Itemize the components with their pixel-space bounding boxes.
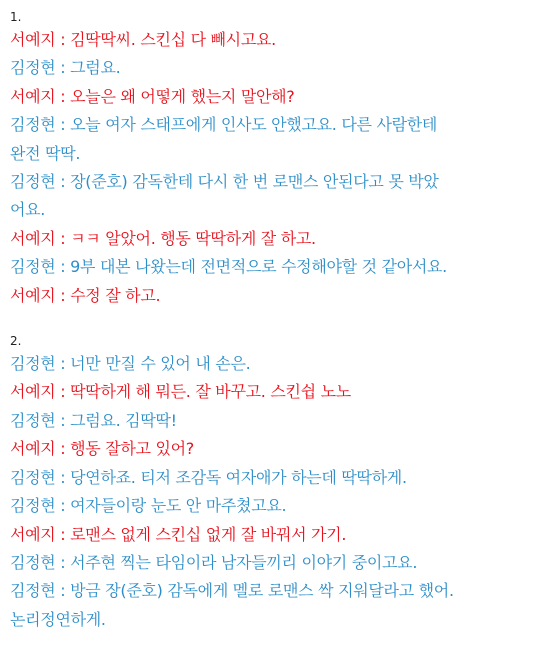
dialogue-line: 김정현 : 장(준호) 감독한테 다시 한 번 로맨스 안된다고 못 박았 — [10, 172, 439, 192]
section-number: 2. — [10, 334, 22, 349]
dialogue-line: 김정현 : 당연하죠. 티저 조감독 여자애가 하는데 딱딱하게. — [10, 467, 407, 487]
dialogue-line: 김정현 : 너만 만질 수 있어 내 손은. — [10, 354, 251, 374]
dialogue-line: 어요. — [10, 200, 46, 220]
dialogue-line: 서예지 : 오늘은 왜 어떻게 했는지 말안해? — [10, 86, 295, 106]
section-number: 1. — [10, 10, 22, 24]
dialogue-line: 김정현 : 서주현 찍는 타임이라 남자들끼리 이야기 중이고요. — [10, 552, 418, 572]
dialogue-line: 김정현 : 그럼요. 김딱딱! — [10, 410, 177, 430]
dialogue-line: 서예지 : 김딱딱씨. 스킨십 다 빼시고요. — [10, 30, 276, 49]
dialogue-line: 서예지 : 딱딱하게 해 뭐든. 잘 바꾸고. 스킨쉽 노노 — [10, 382, 351, 402]
dialogue-line: 서예지 : 수정 잘 하고. — [10, 285, 161, 305]
dialogue-line: 김정현 : 여자들이랑 눈도 안 마주쳤고요. — [10, 496, 287, 516]
dialogue-line: 김정현 : 오늘 여자 스태프에게 인사도 안했고요. 다른 사람한테 — [10, 115, 438, 135]
dialogue-line: 김정현 : 그럼요. — [10, 58, 121, 78]
dialogue-line: 김정현 : 방금 장(준호) 감독에게 멜로 로맨스 싹 지워달라고 했어. — [10, 581, 454, 601]
section-2 — [10, 332, 560, 634]
dialogue-line: 서예지 : 행동 잘하고 있어? — [10, 439, 194, 459]
dialogue-line: 김정현 : 9부 대본 나왔는데 전면적으로 수정해야할 것 같아서요. — [10, 257, 447, 277]
section-spacer — [10, 310, 560, 332]
dialogue-line: 서예지 : ㅋㅋ 알았어. 행동 딱딱하게 잘 하고. — [10, 228, 316, 248]
dialogue-line: 서예지 : 로맨스 없게 스킨십 없게 잘 바꿔서 가기. — [10, 524, 347, 544]
dialogue-line: 논리정연하게. — [10, 609, 106, 629]
dialogue-line: 완전 딱딱. — [10, 143, 81, 163]
section-1 — [10, 8, 560, 310]
